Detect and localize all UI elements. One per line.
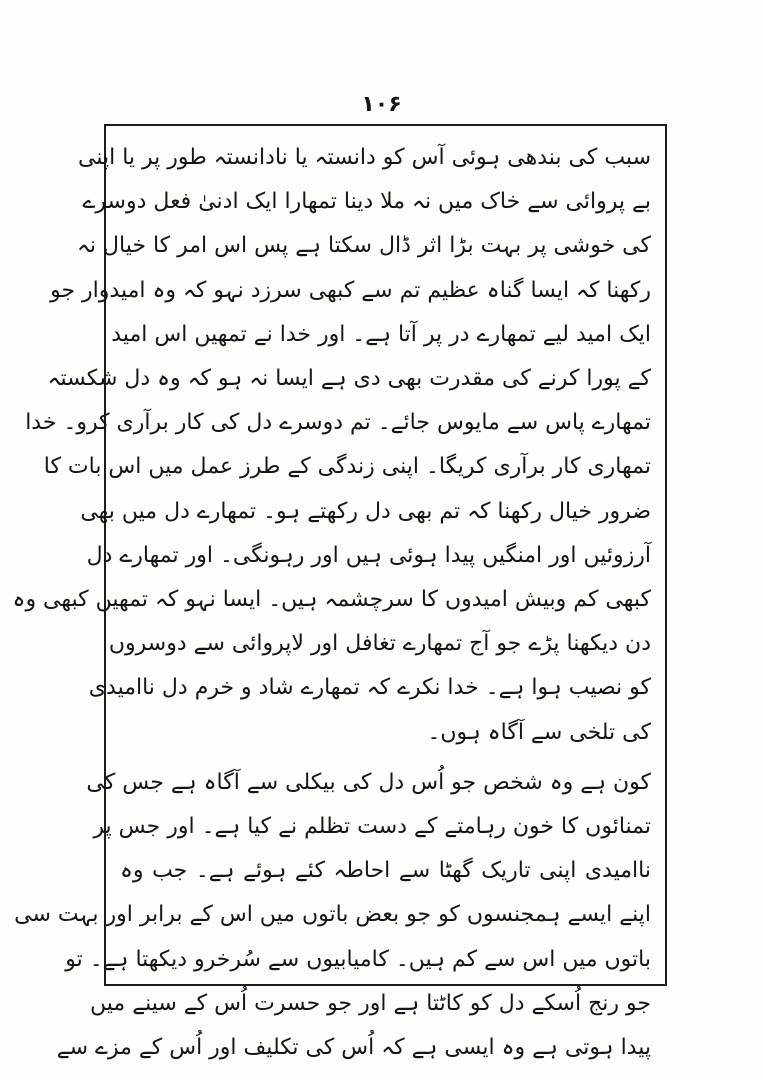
text-frame bbox=[12, 124, 667, 1061]
text-line: ضرور خیال رکھنا کہ تم بھی دل رکھتے ہو۔ تمھارے دل میں بھی bbox=[80, 498, 651, 524]
text-line: رکھنا کہ ایسا گناہ عظیم تم سے کبھی سرزد نہو کہ وہ امیدوار جو bbox=[50, 277, 651, 303]
text-line: باتوں میں اس سے کم ہیں۔ کامیابیوں سے سُرخرو دیکھتا ہے۔ تو bbox=[65, 946, 651, 972]
text-line: تمنائوں کا خون رہامتے کے دست تظلم نے کیا ہے۔ اور جس پر bbox=[93, 814, 651, 840]
text-line: اپنے ایسے ہمجنسوں کو جو بعض باتوں میں اس کے برابر اور بہت سی bbox=[14, 902, 651, 928]
paragraph bbox=[14, 761, 651, 1070]
text-line: کی تلخی سے آگاہ ہوں۔ bbox=[427, 719, 651, 745]
text-line: آرزوئیں اور امنگیں پیدا ہوئی ہیں اور رہونگی۔ اور تمھارے دل bbox=[86, 542, 651, 568]
text-line: کو نصیب ہوا ہے۔ خدا نکرے کہ تمھارے شاد و خرم دل ناامیدی bbox=[88, 675, 651, 701]
page-number: ۱۰۶ bbox=[361, 92, 402, 117]
text-line: کون ہے وہ شخص جو اُس دل کی بیکلی سے آگاہ ہے جس کی bbox=[86, 769, 651, 795]
text-line: کبھی کم وبیش امیدوں کا سرچشمہ ہیں۔ ایسا نہو کہ تمھیں کبھی وہ bbox=[12, 587, 651, 613]
text-line: ایک امید لیے تمھارے در پر آتا ہے۔ اور خدا نے تمھیں اس امید bbox=[111, 321, 651, 347]
text-line: سبب کی بندھی ہوئی آس کو دانستہ یا نادانستہ طور پر یا اپنی bbox=[78, 145, 651, 170]
text-line: کی خوشی پر بہت بڑا اثر ڈال سکتا ہے پس اس امر کا خیال نہ bbox=[77, 233, 651, 259]
text-line: بے پروائی سے خاک میں نہ ملا دینا تمھارا ایک ادنیٰ فعل دوسرے bbox=[82, 189, 651, 215]
text-line: دن دیکھنا پڑے جو آج تمھارے تغافل اور لاپروائی سے دوسروں bbox=[108, 631, 651, 657]
body-text bbox=[12, 136, 651, 1070]
text-line: کے پورا کرنے کی مقدرت بھی دی ہے ایسا نہ ہو کہ وہ دل شکستہ bbox=[47, 366, 651, 392]
text-line: تمھاری کار برآری کریگا۔ اپنی زندگی کے طرز عمل میں اس بات کا bbox=[43, 454, 651, 480]
text-line: جو رنج اُسکے دل کو کاٹتا ہے اور جو حسرت اُس کے سینے میں bbox=[90, 990, 651, 1016]
text-line: پیدا ہوتی ہے وہ ایسی ہے کہ اُس کی تکلیف اور اُس کے مزے سے bbox=[56, 1035, 651, 1061]
text-line: ناامیدی اپنی تاریک گھٹا سے احاطہ کئے ہوئے ہے۔ جب وہ bbox=[120, 858, 651, 884]
paragraph bbox=[12, 136, 651, 755]
text-line: تمھارے پاس سے مایوس جائے۔ تم دوسرے دل کی کار برآری کرو۔ خدا bbox=[25, 410, 651, 436]
